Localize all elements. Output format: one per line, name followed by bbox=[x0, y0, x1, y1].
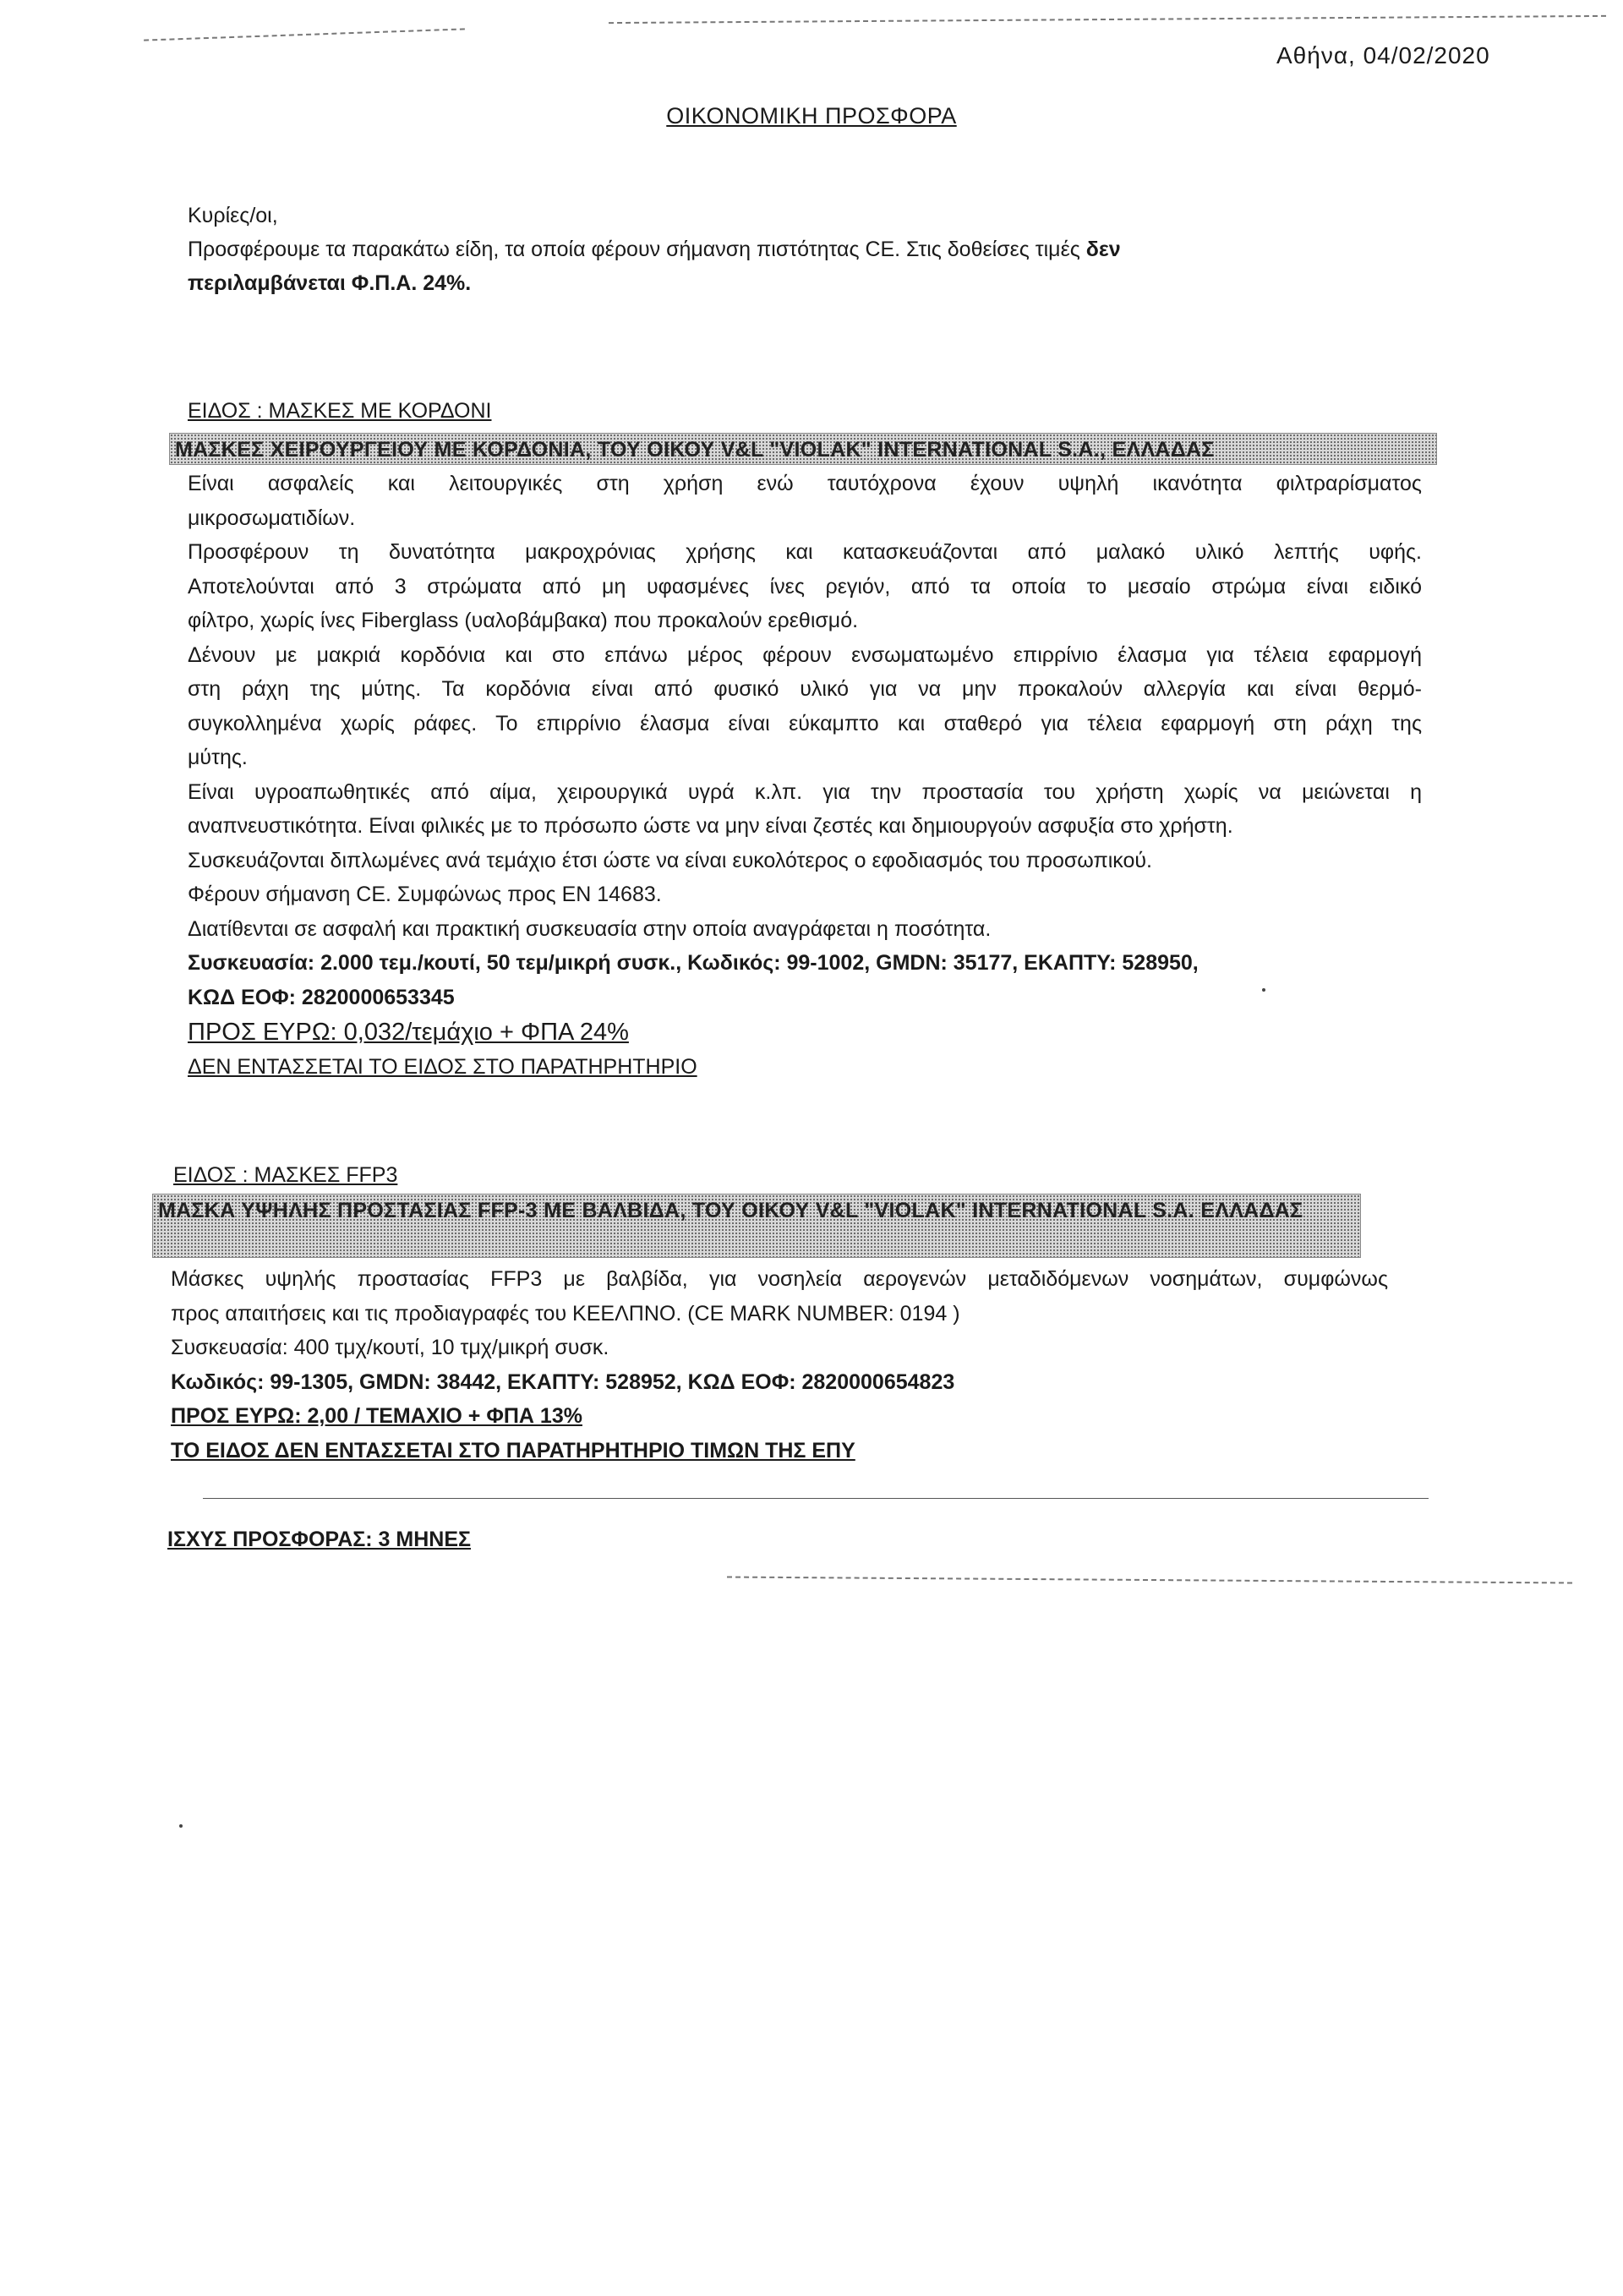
item2-observatory-note: ΤΟ ΕΙΔΟΣ ΔΕΝ ΕΝΤΑΣΣΕΤΑΙ ΣΤΟ ΠΑΡΑΤΗΡΗΤΗΡΙΟ ΤΙΜΩΝ ΤΗΣ ΕΠΥ bbox=[171, 1438, 855, 1462]
scan-artifact-line bbox=[727, 1577, 1572, 1584]
item1-line: Αποτελούνται από 3 στρώματα από μη υφασμένες ίνες ρεγιόν, από τα οποία το μεσαίο στρώμα είναι ειδικό bbox=[188, 574, 1422, 599]
item1-line: Προσφέρουν τη δυνατότητα μακροχρόνιας χρήσης και κατασκευάζονται από μαλακό υλικό λεπτής υφής. bbox=[188, 540, 1422, 564]
item1-line: Συσκευάζονται διπλωμένες ανά τεμάχιο έτσι ώστε να είναι ευκολότερος ο εφοδιασμός του προσωπικού. bbox=[188, 848, 1152, 872]
item2-line: Συσκευασία: 400 τμχ/κουτί, 10 τμχ/μικρή συσκ. bbox=[171, 1336, 609, 1359]
item2-section-label: ΕΙΔΟΣ : ΜΑΣΚΕΣ FFP3 bbox=[173, 1163, 398, 1187]
item1-line: Δένουν με μακριά κορδόνια και στο επάνω μέρος φέρουν ενσωματωμένο επιρρίνιο έλασμα για τέλεια εφαρμογή bbox=[188, 642, 1422, 667]
item2-description bbox=[171, 1262, 1388, 1468]
item1-line: συγκολλημένα χωρίς ράφες. Το επιρρίνιο έλασμα είναι εύκαμπτο και σταθερό για τέλεια εφαρμογή στη ράχη της bbox=[188, 711, 1422, 735]
item2-price: ΠΡΟΣ ΕΥΡΩ: 2,00 / ΤΕΜΑΧΙΟ + ΦΠΑ 13% bbox=[171, 1404, 582, 1428]
item1-packaging: Συσκευασία: 2.000 τεμ./κουτί, 50 τεμ/μικρή συσκ., Κωδικός: 99-1002, GMDN: 35177, ΕΚΑΠΤΥ: 528950, bbox=[188, 951, 1199, 975]
item1-line: Διατίθενται σε ασφαλή και πρακτική συσκευασία στην οποία αναγράφεται η ποσότητα. bbox=[188, 916, 992, 941]
item2-line: Μάσκες υψηλής προστασίας FFP3 με βαλβίδα, για νοσηλεία αερογενών μεταδιδόμενων νοσημάτων, συμφώνως bbox=[171, 1267, 1388, 1291]
item1-price: ΠΡΟΣ ΕΥΡΩ: 0,032/τεμάχιο + ΦΠΑ 24% bbox=[188, 1019, 629, 1046]
item2-line: προς απαιτήσεις και τις προδιαγραφές του ΚΕΕΛΠΝΟ. (CE MARK NUMBER: 0194 ) bbox=[171, 1301, 960, 1326]
document-title: ΟΙΚΟΝΟΜΙΚΗ ΠΡΟΣΦΟΡΑ bbox=[666, 103, 957, 128]
item1-line: Είναι ασφαλείς και λειτουργικές στη χρήση ενώ ταυτόχρονα έχουν υψηλή ικανότητα φιλτραρίσματος bbox=[188, 472, 1422, 495]
intro-paragraph bbox=[188, 199, 1430, 300]
greeting: Κυρίες/οι, bbox=[188, 204, 278, 227]
intro-line-2: περιλαμβάνεται Φ.Π.Α. 24%. bbox=[188, 271, 472, 295]
intro-line-1: Προσφέρουμε τα παρακάτω είδη, τα οποία φέρουν σήμανση πιστότητας CE. Στις δοθείσες τιμές bbox=[188, 238, 1086, 261]
item1-eof-code: ΚΩΔ ΕΟΦ: 2820000653345 bbox=[188, 985, 455, 1009]
item1-line: Φέρουν σήμανση CE. Συμφώνως προς EN 14683. bbox=[188, 883, 662, 906]
document-date: Αθήνα, 04/02/2020 bbox=[1276, 42, 1490, 68]
item1-line: στη ράχη της μύτης. Τα κορδόνια είναι από φυσικό υλικό για να μην προκαλούν αλλεργία και είναι θερμό- bbox=[188, 677, 1422, 701]
item1-line: αναπνευστικότητα. Είναι φιλικές με το πρόσωπο ώστε να μην είναι ζεστές και δημιουργούν ασφυξία στο χρήστη. bbox=[188, 814, 1233, 838]
item1-line: φίλτρο, χωρίς ίνες Fiberglass (υαλοβάμβακα) που προκαλούν ερεθισμό. bbox=[188, 609, 859, 632]
offer-validity: ΙΣΧΥΣ ΠΡΟΣΦΟΡΑΣ: 3 ΜΗΝΕΣ bbox=[167, 1528, 471, 1551]
scan-artifact-line bbox=[203, 1498, 1429, 1499]
item1-line: μύτης. bbox=[188, 746, 248, 769]
item1-product-title: ΜΑΣΚΕΣ ΧΕΙΡΟΥΡΓΕΙΟΥ ΜΕ ΚΟΡΔΟΝΙΑ, ΤΟΥ ΟΙΚΟΥ V&L "VIOLAK" INTERNATIONAL S.A., ΕΛΛΑΔΑΣ bbox=[169, 433, 1437, 465]
scan-artifact-line bbox=[609, 15, 1606, 24]
scan-artifact-line bbox=[144, 28, 465, 41]
item1-description bbox=[188, 467, 1422, 1085]
item1-line: μικροσωματιδίων. bbox=[188, 506, 356, 530]
intro-text bbox=[188, 232, 1430, 266]
item1-section-label: ΕΙΔΟΣ : ΜΑΣΚΕΣ ΜΕ ΚΟΡΔΟΝΙ bbox=[188, 399, 492, 423]
scan-artifact-dot bbox=[179, 1824, 183, 1828]
item2-codes: Κωδικός: 99-1305, GMDN: 38442, ΕΚΑΠΤΥ: 528952, ΚΩΔ ΕΟΦ: 2820000654823 bbox=[171, 1369, 955, 1394]
item1-observatory-note: ΔΕΝ ΕΝΤΑΣΣΕΤΑΙ ΤΟ ΕΙΔΟΣ ΣΤΟ ΠΑΡΑΤΗΡΗΤΗΡΙΟ bbox=[188, 1055, 697, 1079]
item2-product-title: ΜΑΣΚΑ ΥΨΗΛΗΣ ΠΡΟΣΤΑΣΙΑΣ FFP-3 ΜΕ ΒΑΛΒΙΔΑ, ΤΟΥ ΟΙΚΟΥ V&L "VIOLAK" INTERNATIONAL S.A. ΕΛΛΑΔΑΣ bbox=[152, 1194, 1361, 1258]
item1-line: Είναι υγροαπωθητικές από αίμα, χειρουργικά υγρά κ.λπ. για την προστασία του χρήστη χωρίς να μειώνεται η bbox=[188, 779, 1422, 804]
intro-line-1-bold: δεν bbox=[1085, 238, 1121, 261]
